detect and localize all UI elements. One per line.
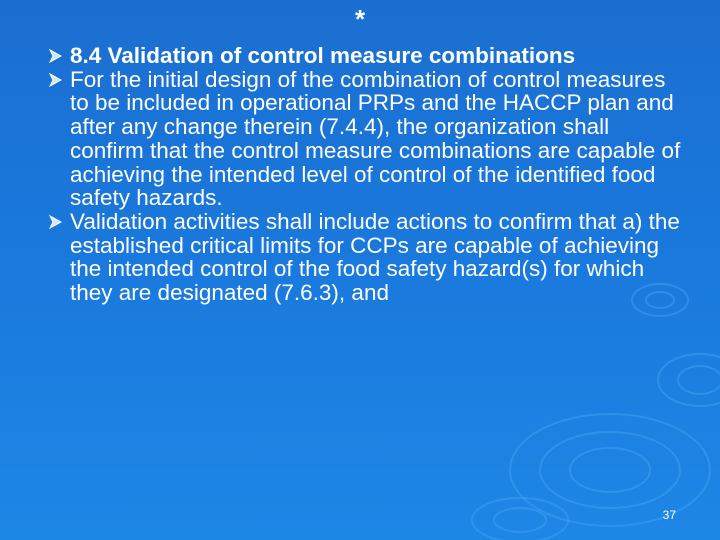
- bullet-item: [48, 44, 688, 68]
- bullet-text: Validation activities shall include actions to confirm that a) the established critical limits for CCPs are capable of achieving the intended control of the food safety hazard(s) for which they are designated (7.6.3), and: [70, 208, 680, 306]
- slide-title: *: [354, 4, 366, 34]
- bullet-text: For the initial design of the combination of control measures to be included in operational PRPs and the HACCP plan and after any change therein (7.4.4), the organization shall confirm that the control measure combinations are capable of achieving the intended level of control of the identified food safety hazards.: [70, 66, 681, 211]
- bullet-text: 8.4 Validation of control measure combinations: [70, 43, 576, 68]
- bullet-list: [48, 44, 688, 305]
- bullet-item: [48, 68, 688, 210]
- slide-number: 37: [662, 508, 676, 522]
- arrow-bullet-icon: [48, 73, 62, 87]
- arrow-bullet-icon: [48, 49, 62, 63]
- arrow-bullet-icon: [48, 215, 62, 229]
- bullet-item: [48, 210, 688, 305]
